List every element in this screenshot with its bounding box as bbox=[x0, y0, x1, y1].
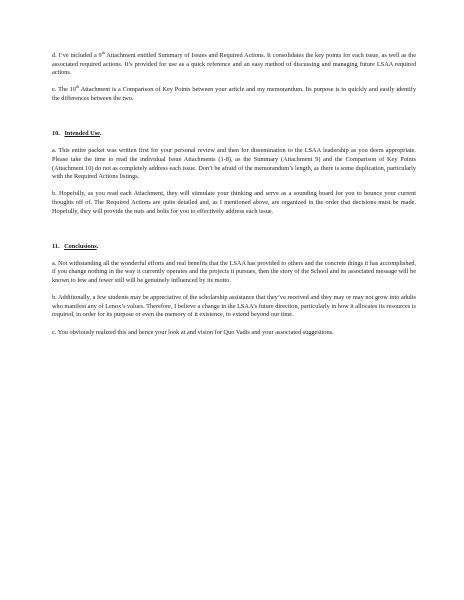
ordinal-suffix: th bbox=[76, 84, 80, 90]
paragraph-label: e. bbox=[52, 86, 57, 94]
paragraph-11b: b. Additionally, a few students may be appreciative of the scholarship assistance that they’ve received and they may or may not grow into adults who manifest any of Lenox’s values. Therefore, I believe a change in the LSAA’s future direction, particularly in how it allocates its resources is required, in order for its purpose or even the memory of it existence, to extend beyond our time. bbox=[52, 294, 416, 319]
paragraph-9e bbox=[52, 86, 416, 103]
paragraph-text: I’ve included a 9 bbox=[58, 52, 102, 59]
section-number: 11 bbox=[52, 242, 58, 250]
section-title: Conclusions bbox=[64, 242, 97, 250]
paragraph-text: Attachment entitled Summary of Issues and Required Actions. It consolidates the key points for each issue, as well as the associated required actions. It’s provided for use as a quick reference and an easy method of discussing and managing future LSAA required actions. bbox=[52, 52, 416, 77]
paragraph-text: Attachment is a Comparison of Key Points between your article and my memorandum. Its purpose is to quickly and easily identify the differences between the two. bbox=[52, 86, 416, 102]
paragraph-label: d. bbox=[52, 52, 57, 59]
paragraph-text: The 10 bbox=[58, 86, 77, 94]
paragraph-11a: a. Not withstanding all the wonderful efforts and real benefits that the LSAA has provided to others and the concrete things it has accomplished, if you change nothing in the way it currently operates and the projects it pursues, then the story of the School and its associated message will be known to few and fewer still will be genuinely influenced by its motto. bbox=[52, 259, 416, 285]
section-number-suffix: . bbox=[57, 242, 60, 250]
section-title-suffix: . bbox=[99, 130, 102, 138]
section-title: Intended Use bbox=[64, 130, 100, 138]
section-number: 10. bbox=[52, 130, 60, 138]
section-title-suffix: . bbox=[96, 242, 99, 250]
section-11-heading bbox=[52, 243, 416, 252]
paragraph-10b: b. Hopefully, as you read each Attachment, they will stimulate your thinking and serve as a sounding board for you to bounce your current thoughts off of. The Required Actions are quite detailed and, as I mentioned above, are organized in the order that decisions must be made. Hopefully, they will provide the nuts and bolts for you to effectively address each issue. bbox=[52, 190, 416, 215]
paragraph-10a: a. This entire packet was written first for your personal review and then for dissemination to the LSAA leadership as you deem appropriate. Please take the time to read the individual Issue Attachments (1-8), as the Summary (Attachment 9) and the Comparison of Key Points (Attachment 10) do not as completely address each issue. Don’t be afraid of the memorandum’s length, as there is some duplication, particularly with the Required Actions listings. bbox=[52, 147, 416, 181]
paragraph-9d bbox=[52, 49, 416, 78]
section-10-heading bbox=[52, 130, 416, 139]
ordinal-suffix: th bbox=[101, 49, 105, 55]
paragraph-11c: c. You obviously realized this and hence your look at and vision for Quo Vadis and your associated suggestions. bbox=[52, 328, 334, 336]
document-page bbox=[52, 49, 416, 346]
